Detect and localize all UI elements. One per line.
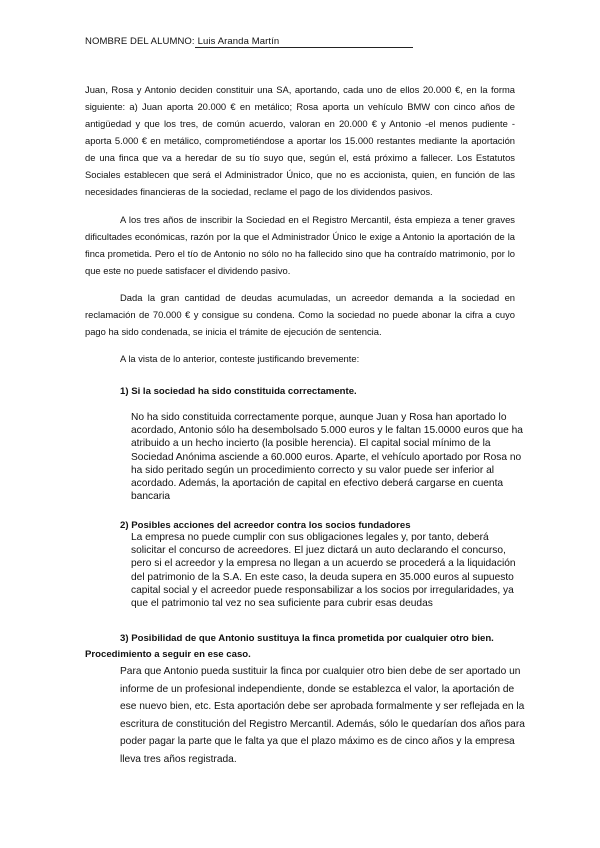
question-2-answer: La empresa no puede cumplir con sus obligaciones legales y, por tanto, deberá solicitar el concurso de acreedores. El juez dictará un auto declarando el concurso, pero si el acreedor y la empresa no llegan a un acuerdo se procederá a la liquidación del patrimonio de la S.A. En este caso, la deuda supera en 35.000 euros al supuesto capital social y el acreedor puede responsabilizar a los socios por irregularidades, ya que el patrimonio tal vez no sea suficiente para cubrir esas deudas bbox=[131, 532, 516, 610]
instructions-prompt: A la vista de lo anterior, conteste justificando brevemente: bbox=[120, 353, 360, 364]
question-1-answer: No ha sido constituida correctamente porque, aunque Juan y Rosa han aportado lo acordado, Antonio sólo ha desembolsado 5.000 euros y le faltan 15.0000 euros que ha atribuido a un hecho incierto (la posible herencia). El capital social mínimo de la Sociedad Anónima asciende a 60.000 euros. Aparte, el vehículo aportado por Rosa no ha sido peritado según un procedimiento correcto y su valor puede ser inferior al acordado. Además, la aportación de capital en efectivo deberá cargarse en cuenta bancaria bbox=[131, 412, 523, 503]
statement-paragraph-3: Dada la gran cantidad de deudas acumuladas, un acreedor demanda a la sociedad en reclamación de 70.000 € y consigue su condena. Como la sociedad no puede abonar la cifra a cuyo pago ha sido condenada, se inicia el trámite de ejecución de sentencia. bbox=[85, 292, 515, 337]
student-name-label: NOMBRE DEL ALUMNO: bbox=[85, 36, 195, 47]
question-2-title: 2) Posibles acciones del acreedor contra los socios fundadores bbox=[120, 520, 411, 531]
question-1-title: 1) Si la sociedad ha sido constituida correctamente. bbox=[120, 386, 357, 397]
student-header bbox=[85, 36, 413, 48]
question-3-title: 3) Posibilidad de que Antonio sustituya la finca prometida por cualquier otro bien. Procedimiento a seguir en ese caso. bbox=[85, 633, 494, 660]
student-name: Luis Aranda Martín bbox=[195, 36, 413, 48]
statement-paragraph-1: Juan, Rosa y Antonio deciden constituir una SA, aportando, cada uno de ellos 20.000 €, en la forma siguiente: a) Juan aporta 20.000 € en metálico; Rosa aporta un vehículo BMW con cinco años de antigüedad y que los tres, de común acuerdo, valoran en 20.000 € y Antonio -el menos pudiente - aporta 5.000 € en metálico, comprometiéndose a aportar los 15.000 restantes mediante la aportación de una finca que va a heredar de su tío suyo que, según el, está próximo a fallecer. Los Estatutos Sociales establecen que será el Administrador Único, que no es accionista, quien, en función de las necesidades financieras de la sociedad, reclame el pago de los dividendos pasivos. bbox=[85, 84, 515, 197]
statement-paragraph-2: A los tres años de inscribir la Sociedad en el Registro Mercantil, ésta empieza a tener graves dificultades económicas, razón por la que el Administrador Único le exige a Antonio la aportación de la finca prometida. Pero el tío de Antonio no sólo no ha fallecido sino que ha contraído matrimonio, por lo que este no puede satisfacer el dividendo pasivo. bbox=[85, 214, 515, 276]
question-3-answer: Para que Antonio pueda sustituir la finca por cualquier otro bien debe de ser aportado un informe de un profesional independiente, donde se establezca el valor, la aportación de ese nuevo bien, etc. Esta aportación debe ser aprobada formalmente y ser reflejada en la escritura de constitución del Registro Mercantil. Además, sólo le quedarían dos años para poder pagar la parte que le falta ya que el plazo máximo es de cinco años y la empresa lleva tres años registrada. bbox=[120, 666, 525, 765]
